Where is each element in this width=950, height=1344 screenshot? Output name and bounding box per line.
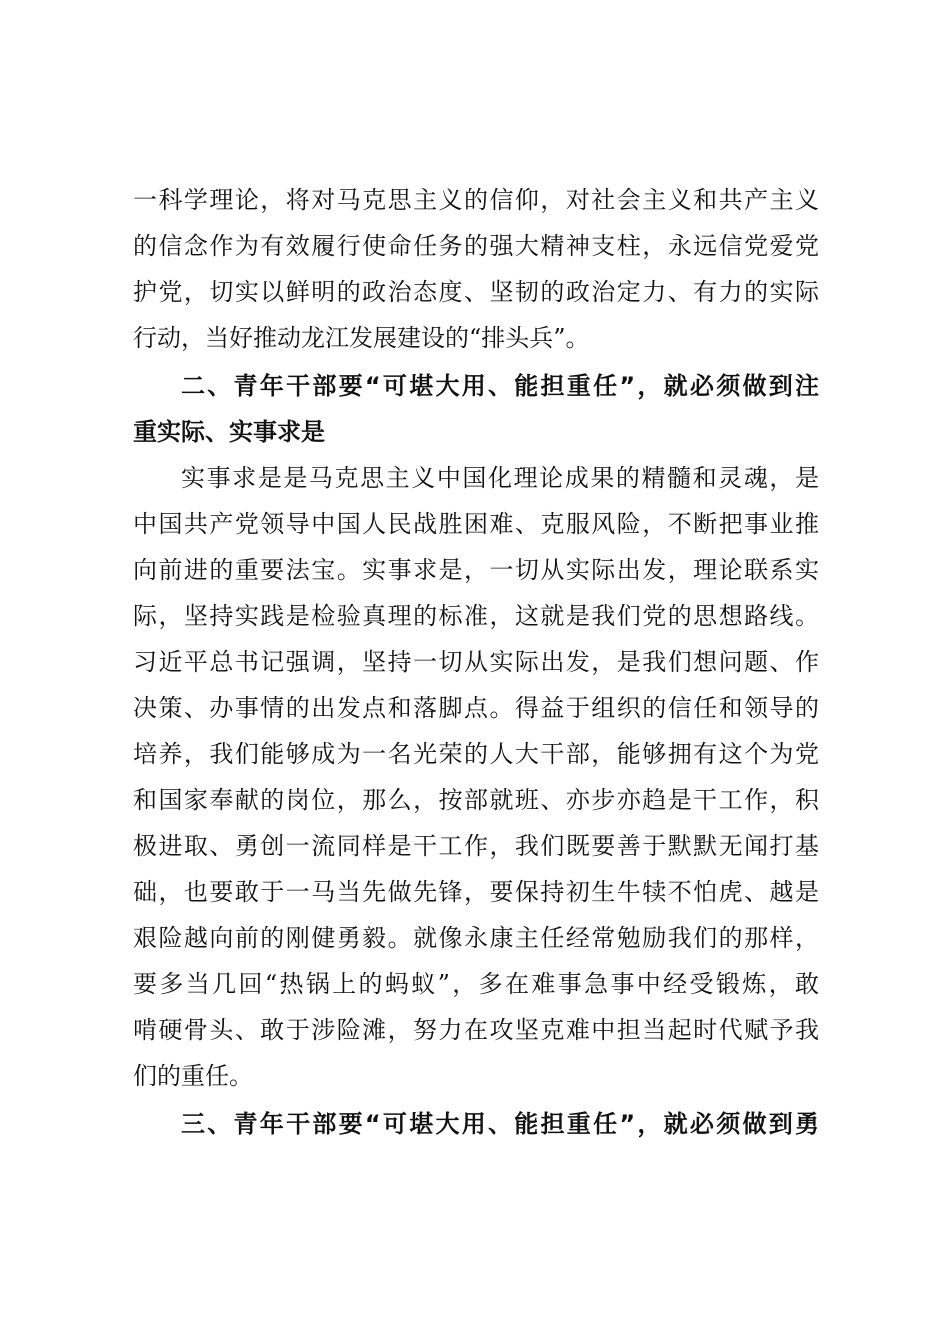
paragraph-line: 护党，切实以鲜明的政治态度、坚韧的政治定力、有力的实际 <box>133 278 819 306</box>
paragraph-line: 行动，当好推动龙江发展建设的“排头兵”。 <box>133 324 590 352</box>
paragraph-line: 要多当几回“热锅上的蚂蚁”，多在难事急事中经受锻炼，敢 <box>133 970 819 998</box>
paragraph-line: 础，也要敢于一马当先做先锋，要保持初生牛犊不怕虎、越是 <box>133 878 819 906</box>
section-heading-2: 重实际、实事求是 <box>133 418 325 446</box>
paragraph-line: 际，坚持实践是检验真理的标准，这就是我们党的思想路线。 <box>133 602 819 630</box>
paragraph-line: 极进取、勇创一流同样是干工作，我们既要善于默默无闻打基 <box>133 832 819 860</box>
paragraph-line: 们的重任。 <box>133 1062 253 1090</box>
paragraph-line: 和国家奉献的岗位，那么，按部就班、亦步亦趋是干工作，积 <box>133 786 819 814</box>
paragraph-line: 艰险越向前的刚健勇毅。就像永康主任经常勉励我们的那样， <box>133 924 819 952</box>
paragraph-line: 实事求是是马克思主义中国化理论成果的精髓和灵魂，是 <box>181 464 819 492</box>
section-heading-2: 二、青年干部要“可堪大用、能担重任”，就必须做到注 <box>181 372 819 400</box>
paragraph-line: 一科学理论，将对马克思主义的信仰，对社会主义和共产主义 <box>133 186 819 214</box>
paragraph-line: 啃硬骨头、敢于涉险滩，努力在攻坚克难中担当起时代赋予我 <box>133 1016 819 1044</box>
paragraph-line: 培养，我们能够成为一名光荣的人大干部，能够拥有这个为党 <box>133 740 819 768</box>
paragraph-line: 的信念作为有效履行使命任务的强大精神支柱，永远信党爱党 <box>133 232 819 260</box>
paragraph-line: 习近平总书记强调，坚持一切从实际出发，是我们想问题、作 <box>133 648 819 676</box>
section-heading-3: 三、青年干部要“可堪大用、能担重任”，就必须做到勇 <box>181 1110 819 1138</box>
paragraph-line: 决策、办事情的出发点和落脚点。得益于组织的信任和领导的 <box>133 694 819 722</box>
paragraph-line: 向前进的重要法宝。实事求是，一切从实际出发，理论联系实 <box>133 556 819 584</box>
paragraph-line: 中国共产党领导中国人民战胜困难、克服风险，不断把事业推 <box>133 510 819 538</box>
